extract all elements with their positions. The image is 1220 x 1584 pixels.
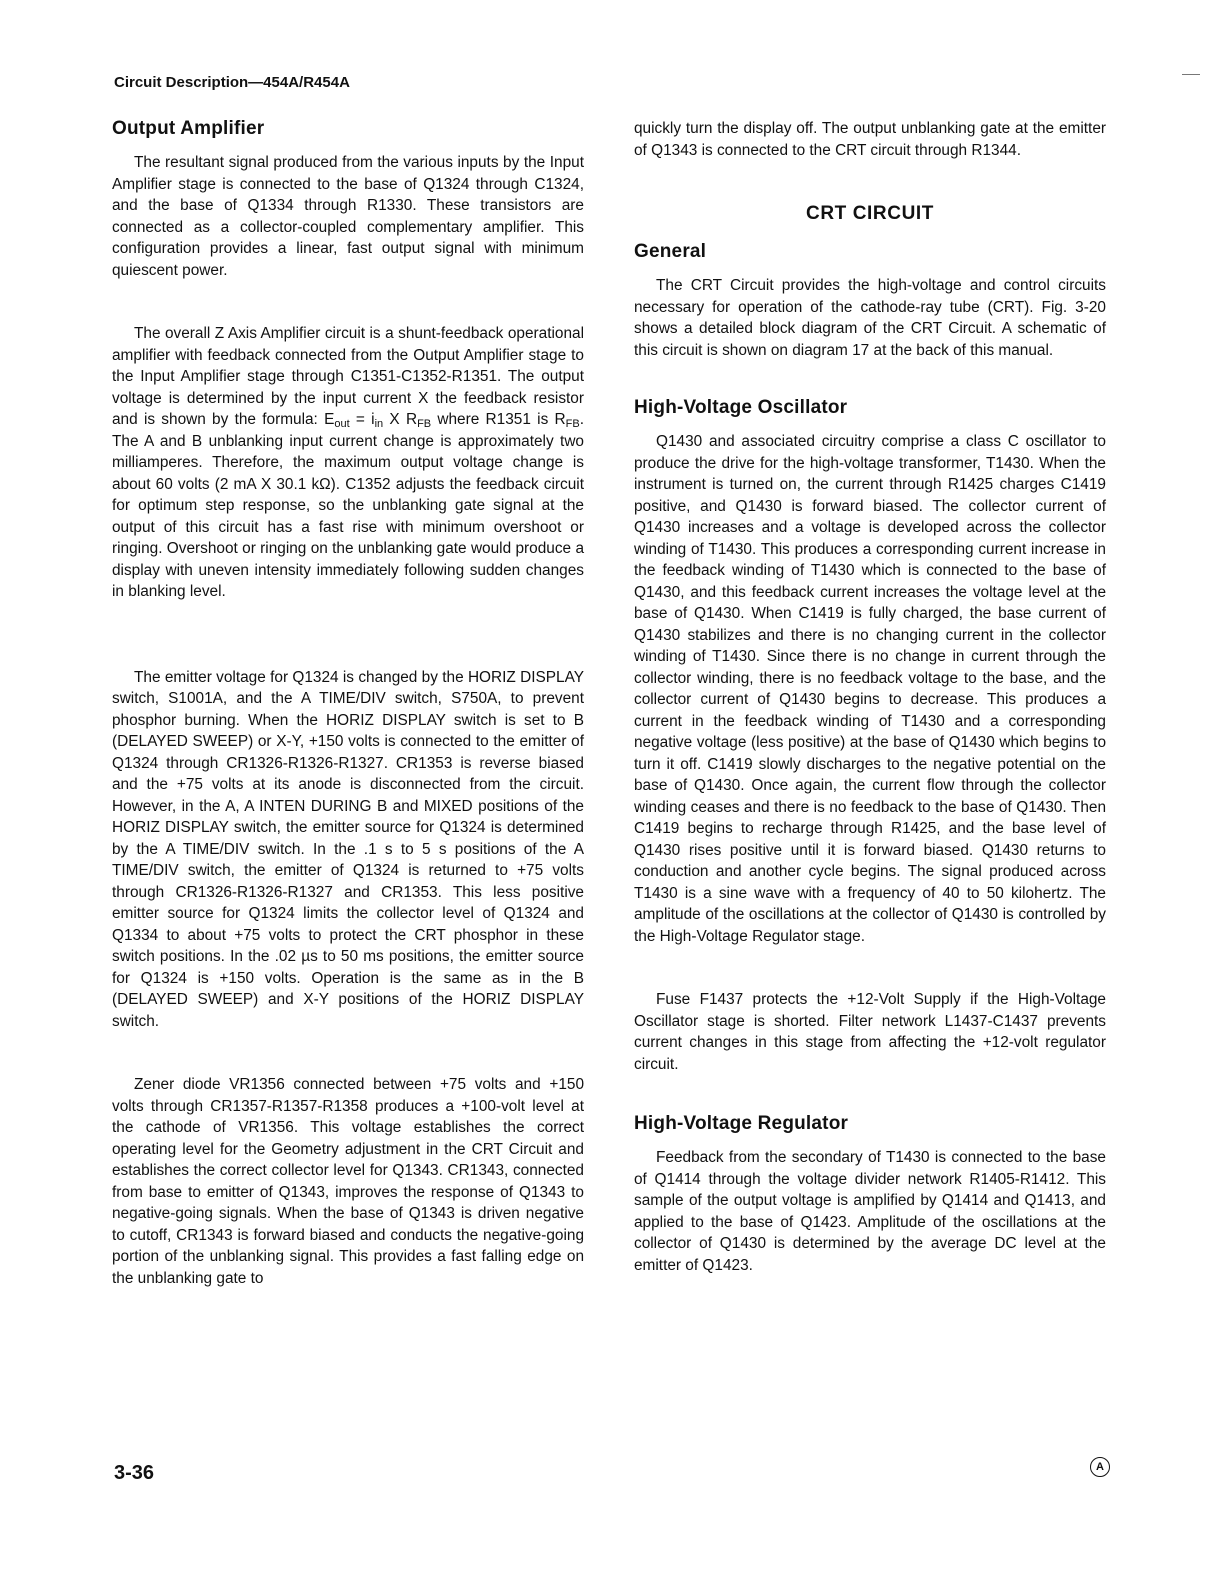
formula-e: E xyxy=(324,411,335,428)
left-column xyxy=(112,118,584,1289)
text-z-axis-rest: . The A and B unblanking input current change is approximately two milliamperes. Therefore, the maximum output voltage change is about 60 volts (2 mA X 30.1 kΩ). C1352 adjusts the feedback circuit for optimum step response, so the unblanking gate signal at the output of this circuit has a fast rise with minimum overshoot or ringing. Overshoot or ringing on the unblanking gate would produce a display with uneven intensity immediately following sudden changes in blanking level. xyxy=(112,411,585,600)
text-rfb-sub: FB xyxy=(565,418,580,430)
paragraph-continued: quickly turn the display off. The output unblanking gate at the emitter of Q1343 is connected to the CRT circuit through R1344. xyxy=(634,120,1106,159)
running-header: Circuit Description—454A/R454A xyxy=(114,74,350,91)
heading-general: General xyxy=(634,241,707,262)
text-rfb: where R1351 is R xyxy=(431,411,566,428)
heading-high-voltage-oscillator: High-Voltage Oscillator xyxy=(634,397,848,418)
formula-e-sub: out xyxy=(334,418,350,430)
right-column xyxy=(634,118,1106,1276)
formula-x: X R xyxy=(383,411,418,428)
formula-i-sub: in xyxy=(374,418,384,430)
revision-mark: A xyxy=(1090,1457,1110,1477)
paragraph-fuse: Fuse F1437 protects the +12-Volt Supply if the High-Voltage Oscillator stage is shorted. Filter network L1437-C1437 prevents current changes in this stage from affecting the +12-volt regulator circuit. xyxy=(634,991,1106,1073)
formula-r-sub: FB xyxy=(417,418,432,430)
paragraph-z-axis-amplifier xyxy=(112,323,584,603)
heading-high-voltage-regulator: High-Voltage Regulator xyxy=(634,1113,849,1134)
paragraph-high-voltage-oscillator: Q1430 and associated circuitry comprise a class C oscillator to produce the drive for the high-voltage transformer, T1430. When the instrument is turned on, the current through R1425 charges C1419 positive, and Q1430 is forward biased. The collector current of Q1430 increases and a voltage is developed across the collector winding of T1430. This produces a corresponding current increase in the feedback winding of T1430 which is connected to the base of Q1430, and this feedback current increases the voltage level at the base of Q1430. When C1419 is fully charged, the base current of Q1430 stabilizes and there is no changing current in the collector winding of T1430. Since there is no change in current through the collector winding, there is no feedback voltage to the base, and the collector current of Q1430 begins to decrease. This produces a current in the feedback winding of T1430 and a corresponding negative voltage (less positive) at the base of Q1430 which begins to turn it off. C1419 slowly discharges to the negative potential on the base of Q1430. Once again, the current flow through the collector winding ceases and there is no feedback to the base of Q1430. Then C1419 begins to recharge through R1425, and the base level of Q1430 rises positive until it is forward biased. Q1430 returns to conduction and another cycle begins. The signal produced across T1430 is a sine wave with a frequency of 40 to 50 kilohertz. The amplitude of the oscillations at the collector of Q1430 is controlled by the High-Voltage Regulator stage. xyxy=(634,433,1106,945)
paragraph-high-voltage-regulator: Feedback from the secondary of T1430 is connected to the base of Q1414 through the voltage divider network R1405-R1412. This sample of the output voltage is amplified by Q1414 and Q1413, and applied to the base of Q1423. Amplitude of the oscillations at the collector of Q1430 is determined by the average DC level at the emitter of Q1423. xyxy=(634,1149,1106,1274)
formula-eq: = i xyxy=(349,411,375,428)
paragraph-general: The CRT Circuit provides the high-voltage and control circuits necessary for operation of the cathode-ray tube (CRT). Fig. 3-20 shows a detailed block diagram of the CRT Circuit. A schematic of this circuit is shown on diagram 17 at the back of this manual. xyxy=(634,277,1106,359)
heading-output-amplifier: Output Amplifier xyxy=(112,118,265,139)
paragraph-zener-diode: Zener diode VR1356 connected between +75 volts and +150 volts through CR1357-R1357-R1358 produces a +100-volt level at the cathode of VR1356. This voltage establishes the correct operating level for the Geometry adjustment in the CRT Circuit and establishes the correct collector level for Q1343. CR1343, connected from base to emitter of Q1343, improves the response of Q1343 to negative-going signals. When the base of Q1343 is driven negative to cutoff, CR1343 is forward biased and conducts the negative-going portion of the unblanking signal. This provides a fast falling edge on the unblanking gate to xyxy=(112,1076,584,1287)
text-z-axis-intro: The overall Z Axis Amplifier circuit is a shunt-feedback operational amplifier with feedback connected from the Output Amplifier stage to the Input Amplifier stage through C1351-C1352-R1351. The output voltage is determined by the input current X the feedback resistor and is shown by the formula: xyxy=(112,325,584,428)
section-title-crt-circuit: CRT CIRCUIT xyxy=(806,203,934,224)
paragraph-output-amplifier: The resultant signal produced from the various inputs by the Input Amplifier stage is connected to the base of Q1324 through C1324, and the base of Q1334 through R1330. These transistors are connected as a collector-coupled complementary amplifier. This configuration provides a linear, fast output signal with minimum quiescent power. xyxy=(112,154,584,279)
page-number: 3-36 xyxy=(114,1462,155,1484)
paragraph-emitter-voltage: The emitter voltage for Q1324 is changed by the HORIZ DISPLAY switch, S1001A, and the A TIME/DIV switch, S750A, to prevent phosphor burning. When the HORIZ DISPLAY switch is set to B (DELAYED SWEEP) or X-Y, +150 volts is connected to the emitter of Q1324 through CR1326-R1326-R1327. CR1353 is reverse biased and the +75 volts at its anode is disconnected from the circuit. However, in the A, A INTEN DURING B and MIXED positions of the HORIZ DISPLAY switch, the emitter source for Q1324 is determined by the A TIME/DIV switch. In the .1 s to 5 s positions of the A TIME/DIV switch, the emitter of Q1324 is returned to +75 volts through CR1326-R1326-R1327 and CR1353. This less positive emitter source for Q1324 limits the collector level of Q1324 and Q1334 to about +75 volts to protect the CRT phosphor in these switch positions. In the .02 µs to 50 ms positions, the emitter source for Q1324 is +150 volts. Operation is the same as in the B (DELAYED SWEEP) and X-Y positions of the HORIZ DISPLAY switch. xyxy=(112,668,584,1030)
edge-mark xyxy=(1182,74,1200,75)
